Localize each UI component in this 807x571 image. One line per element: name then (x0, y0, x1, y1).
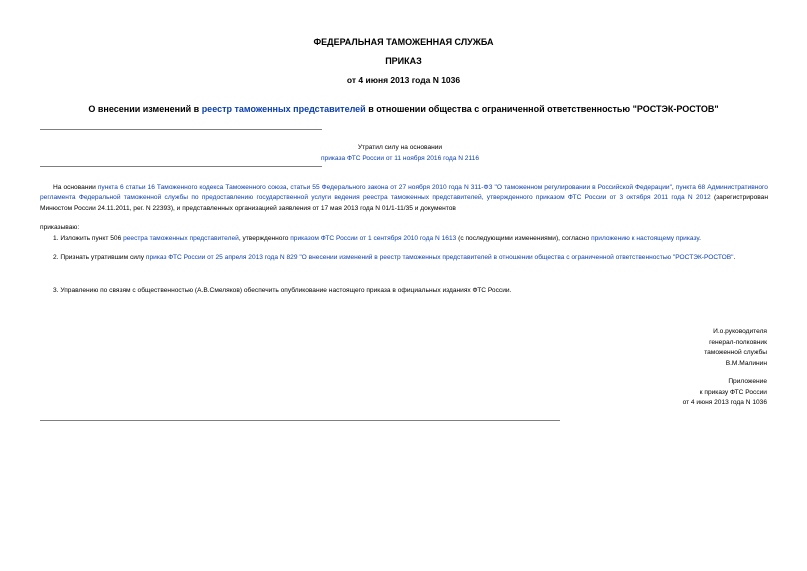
customs-code-link[interactable]: пункта 6 статьи 16 Таможенного кодекса Таможенного союза (97, 184, 287, 191)
basis-text: , (671, 184, 676, 191)
item-text: (с последующими изменениями), согласно (456, 235, 592, 242)
document-date-number: от 4 июня 2013 года N 1036 (346, 75, 461, 85)
status-text: Утратил силу на основании (357, 144, 443, 151)
item-2 (40, 253, 768, 263)
divider-middle (40, 166, 322, 167)
order-829-link[interactable]: приказ ФТС России от 25 апреля 2013 года N 829 "О внесении изменений в реестр таможенных представителей в отношении общества с ограниченной ответственностью "РОСТЭК-РОСТОВ" (145, 254, 734, 261)
basis-text: (зарегистрирован Минюстом России 24.11.2011, рег. N 22393), и представленных организацией заявления от 17 мая 2013 года N 01/1-11/35 и документов (40, 194, 768, 212)
item-1 (40, 234, 768, 244)
item-text: . (699, 235, 701, 242)
item-text: 1. Изложить пункт 506 (53, 235, 124, 242)
basis-paragraph (40, 183, 768, 214)
appendix-line: от 4 июня 2013 года N 1036 (682, 399, 767, 407)
signature-line: генерал-полковник (709, 338, 767, 346)
signature-name: В.М.Малинин (725, 359, 767, 367)
item-text: 2. Признать утратившим силу (53, 254, 146, 261)
agency-name: ФЕДЕРАЛЬНАЯ ТАМОЖЕННАЯ СЛУЖБА (313, 37, 494, 47)
registry-link[interactable]: реестра таможенных представителей (123, 235, 239, 242)
order-1613-link[interactable]: приказом ФТС России от 1 сентября 2010 года N 1613 (290, 235, 457, 242)
appendix-header (467, 377, 767, 409)
signature-line: таможенной службы (704, 349, 767, 357)
signature-line: И.о.руководителя (713, 328, 767, 335)
basis-text: На основании (53, 184, 98, 191)
title-registry-link[interactable]: реестр таможенных представителей (201, 104, 366, 114)
title-text-pre: О внесении изменений в (88, 104, 202, 114)
appendix-line: к приказу ФТС России (699, 388, 767, 396)
status-link-row (200, 155, 600, 162)
item-text: . (733, 254, 736, 261)
title-text-post: в отношении общества с ограниченной ответственностью "РОСТЭК-РОСТОВ" (365, 104, 719, 114)
document-title (40, 104, 767, 114)
basis-text: , (286, 184, 291, 191)
appendix-line: Приложение (728, 378, 767, 385)
signature-block (467, 327, 767, 369)
divider-top (40, 129, 322, 130)
repeal-order-link[interactable]: приказа ФТС России от 11 ноября 2016 года N 2116 (320, 155, 479, 162)
item-3: 3. Управлению по связям с общественностью (А.В.Смеляков) обеспечить опубликование настоящего приказа в официальных изданиях ФТС России. (53, 287, 512, 294)
admin-regulation-link[interactable]: пункта 68 Административного регламента Федеральной таможенной службы по предоставлению государственной услуги ведения реестра таможенных представителей, утвержденного приказом ФТС России от 3 октября 2011 года N 2012 (40, 184, 768, 202)
appendix-link[interactable]: приложению к настоящему приказу (591, 235, 700, 242)
federal-law-link[interactable]: статьи 55 Федерального закона от 27 ноября 2010 года N 311-ФЗ "О таможенном регулировании в Российской Федерации" (290, 184, 672, 191)
item-text: , утвержденного (238, 235, 291, 242)
divider-bottom (40, 420, 560, 421)
document-type: ПРИКАЗ (385, 56, 422, 66)
order-word: приказываю: (40, 224, 80, 231)
